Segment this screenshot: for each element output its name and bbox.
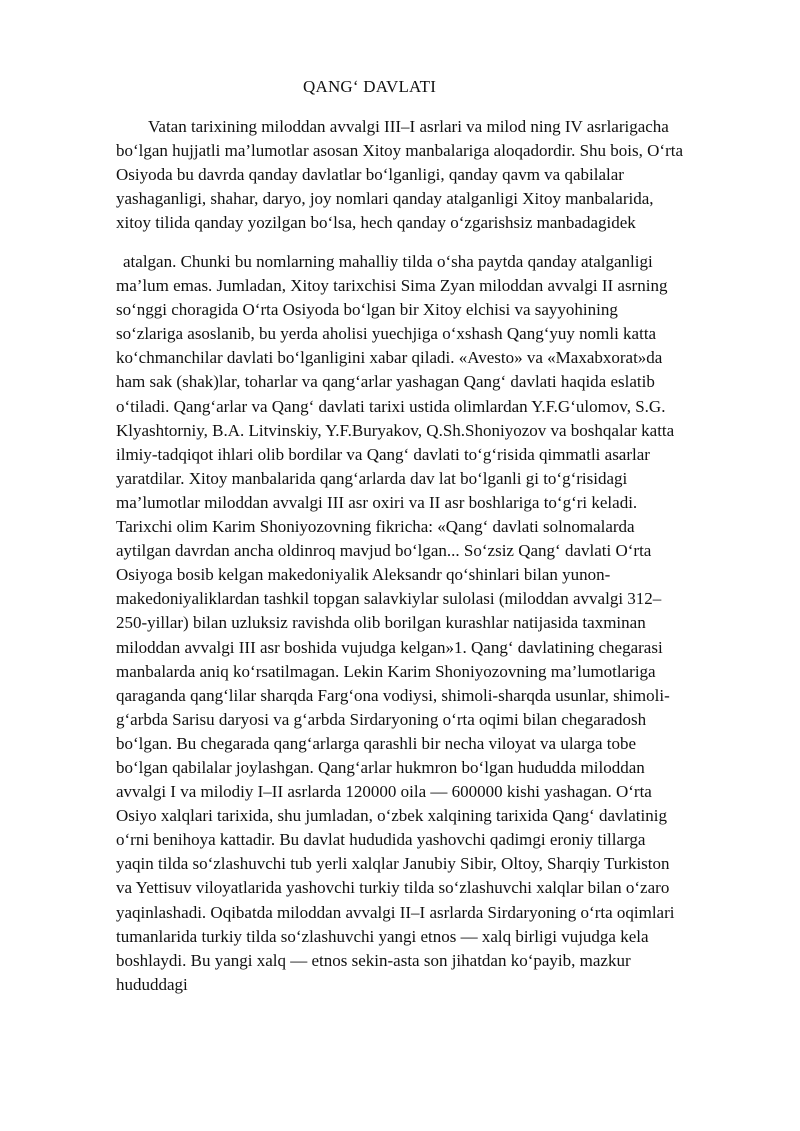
text-line: bo‘lgan qabilalar joylashgan. Qang‘arlar hukmron bo‘lgan hududda miloddan <box>116 757 645 777</box>
text-line: ko‘chmanchilar davlati bo‘lganligini xabar qiladi. «Avesto» va «Maxabxorat»da <box>116 348 663 368</box>
text-line: yaqin tilda so‘zlashuvchi tub yerli xalqlar Janubiy Sibir, Oltoy, Sharqiy Turkiston <box>116 854 670 874</box>
text-line: Osiyoda bu davrda qanday davlatlar bo‘lganligi, qanday qavm va qabilalar <box>116 165 624 185</box>
text-line: ma’lum emas. Jumladan, Xitoy tarixchisi Sima Zyan miloddan avvalgi II asrning <box>116 276 668 296</box>
text-line: g‘arbda Sarisu daryosi va g‘arbda Sirdaryoning o‘rta oqimi bilan chegaradosh <box>116 709 647 729</box>
text-line: va Yettisuv viloyatlarida yashovchi turkiy tilda so‘zlashuvchi xalqlar bilan o‘zaro <box>116 878 670 898</box>
text-line: so‘nggi choragida O‘rta Osiyoda bo‘lgan bir Xitoy elchisi va sayyohining <box>116 300 618 320</box>
text-line: Vatan tarixining miloddan avvalgi III–I asrlari va milod ning IV asrlarigacha <box>148 117 669 136</box>
document-title: QANG‘ DAVLATI <box>303 77 437 96</box>
text-line: xitoy tilida qanday yozilgan bo‘lsa, hech qanday o‘zgarishsiz manbadagidek <box>116 213 636 233</box>
text-line: avvalgi I va milodiy I–II asrlarda 120000 oila — 600000 kishi yashagan. O‘rta <box>116 782 652 802</box>
text-line: yaqinlashadi. Oqibatda miloddan avvalgi II–I asrlarda Sirdaryoning o‘rta oqimlari <box>116 902 675 922</box>
text-line: boshlaydi. Bu yangi xalq — etnos sekin-asta son jihatdan ko‘payib, mazkur <box>116 950 631 970</box>
paragraph-intro <box>116 115 756 235</box>
text-line: ilmiy-tadqiqot ihlari olib bordilar va Qang‘ davlati to‘g‘risida qimmatli asarlar <box>116 444 650 464</box>
text-line: Osiyo xalqlari tarixida, shu jumladan, o‘zbek xalqining tarixida Qang‘ davlatinig <box>116 806 667 826</box>
text-line: yaratdilar. Xitoy manbalarida qang‘arlarda dav lat bo‘lganli gi to‘g‘risidagi <box>116 468 628 488</box>
text-line: tumanlarida turkiy tilda so‘zlashuvchi yangi etnos — xalq birligi vujudga kela <box>116 926 649 946</box>
text-line: 250-yillar) bilan uzluksiz ravishda olib borilgan kurashlar natijasida taxminan <box>116 613 646 633</box>
text-line: ham sak (shak)lar, toharlar va qang‘arlar yashagan Qang‘ davlati haqida eslatib <box>116 372 655 392</box>
text-line: Klyashtorniy, B.A. Litvinskiy, Y.F.Buryakov, Q.Sh.Shoniyozov va boshqalar katta <box>116 420 675 440</box>
text-line: o‘tiladi. Qang‘arlar va Qang‘ davlati tarixi ustida olimlardan Y.F.G‘ulomov, S.G. <box>116 396 666 416</box>
text-line: o‘rni benihoya kattadir. Bu davlat hududida yashovchi qadimgi eroniy tillarga <box>116 830 646 850</box>
text-line: yashaganligi, shahar, daryo, joy nomlari qanday atalganligi Xitoy manbalarida, <box>116 189 654 209</box>
text-line: bo‘lgan. Bu chegarada qang‘arlarga qarashli bir necha viloyat va ularga tobe <box>116 733 637 753</box>
paragraph-main <box>116 250 756 997</box>
text-line: so‘zlariga asoslanib, bu yerda aholisi yuechjiga o‘xshash Qang‘yuy nomli katta <box>116 324 657 344</box>
text-line: ma’lumotlar miloddan avvalgi III asr oxiri va II asr boshlariga to‘g‘ri keladi. <box>116 492 638 512</box>
text-line: manbalarda aniq ko‘rsatilmagan. Lekin Karim Shoniyozovning ma’lumotlariga <box>116 661 656 681</box>
text-line: hududdagi <box>116 974 188 994</box>
text-line: aytilgan davrdan ancha oldinroq mavjud bo‘lgan... So‘zsiz Qang‘ davlati O‘rta <box>116 541 652 561</box>
text-line: miloddan avvalgi III asr boshida vujudga kelgan»1. Qang‘ davlatining chegarasi <box>116 637 663 657</box>
text-line: Tarixchi olim Karim Shoniyozovning fikricha: «Qang‘ davlati solnomalarda <box>116 517 635 537</box>
text-line: qaraganda qang‘lilar sharqda Farg‘ona vodiysi, shimoli-sharqda usunlar, shimoli- <box>116 685 670 705</box>
text-line: Osiyoga bosib kelgan makedoniyalik Aleksandr qo‘shinlari bilan yunon- <box>116 565 611 585</box>
text-line: atalgan. Chunki bu nomlarning mahalliy tilda o‘sha paytda qanday atalganligi <box>123 252 653 271</box>
text-line: makedoniyaliklardan tashkil topgan salavkiylar sulolasi (miloddan avvalgi 312– <box>116 589 662 609</box>
text-line: bo‘lgan hujjatli ma’lumotlar asosan Xitoy manbalariga aloqadordir. Shu bois, O‘rta <box>116 141 684 161</box>
